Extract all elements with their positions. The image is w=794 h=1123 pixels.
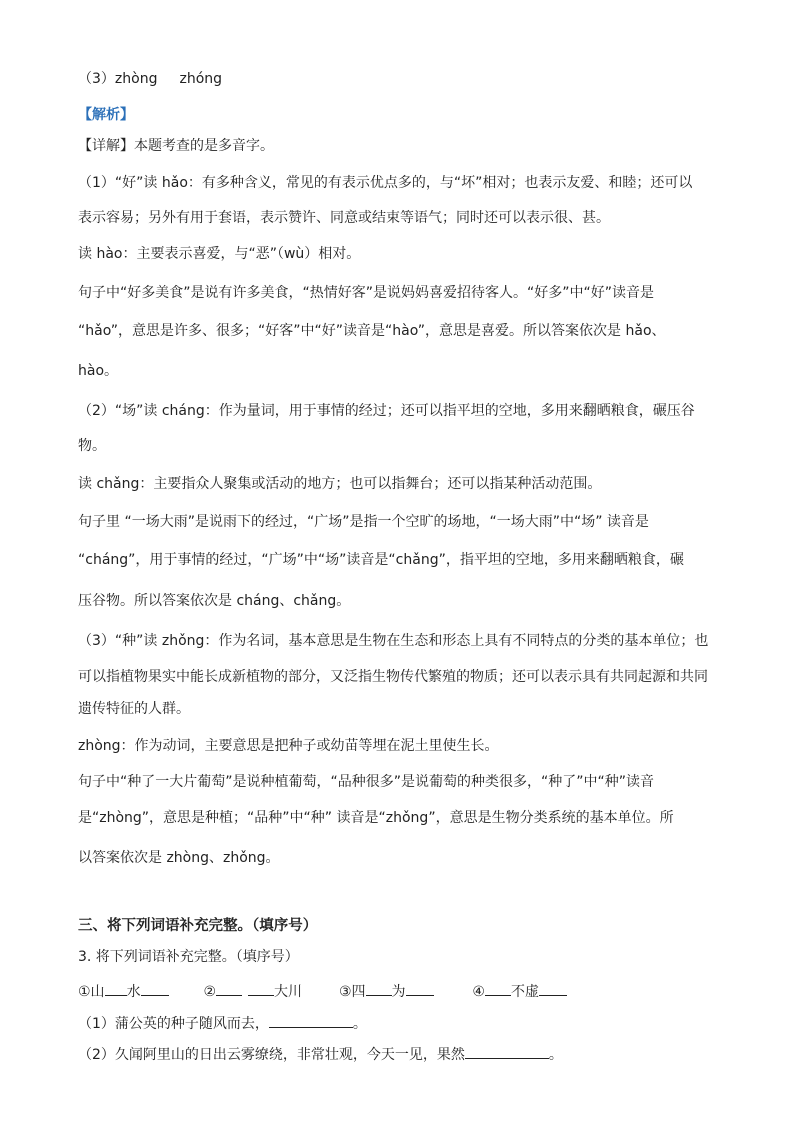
- part3-line-1: （3）“种”读 zhǒng：作为名词，基本意思是生物在生态和形态上具有不同特点的分类的基本单位；也: [78, 633, 709, 649]
- detail-intro: 【详解】本题考查的是多音字。: [78, 138, 274, 154]
- part3-line-4: zhòng：作为动词，主要意思是把种子或幼苗等埋在泥土里使生长。: [78, 738, 499, 754]
- fill-question-1-blank[interactable]: [269, 1013, 353, 1028]
- part2-line-2: 物。: [78, 438, 106, 454]
- answer-a: zhòng: [114, 71, 158, 87]
- option-2-prefix: ②: [203, 984, 217, 1000]
- part2-line-3: 读 chǎng：主要指众人聚集或活动的地方；也可以指舞台；还可以指某种活动范围。: [78, 476, 602, 492]
- option-1-middle: 水: [126, 984, 141, 1000]
- fill-question-2-end: 。: [548, 1047, 563, 1063]
- answer-number: （3）: [78, 71, 115, 87]
- fill-question-2-blank[interactable]: [465, 1044, 549, 1059]
- option-4-prefix: ④: [472, 984, 485, 1000]
- part1-line-3: 读 hào：主要表示喜爱，与“恶”（wù）相对。: [78, 246, 361, 262]
- fill-question-1: [78, 1013, 718, 1033]
- option-1-blank-1[interactable]: [105, 981, 127, 996]
- option-2-suffix: 大川: [274, 984, 303, 1000]
- section-heading: 三、将下列词语补充完整。（填序号）: [78, 918, 318, 934]
- option-4-blank-1[interactable]: [485, 981, 511, 996]
- part3-line-7: 以答案依次是 zhòng、zhǒng。: [78, 850, 280, 866]
- part2-line-6: 压谷物。所以答案依次是 cháng、chǎng。: [78, 593, 351, 609]
- option-4-middle: 不虚: [510, 984, 539, 1000]
- answer-b: zhóng: [179, 71, 223, 87]
- option-3-blank-1[interactable]: [366, 981, 392, 996]
- option-2-blank-1[interactable]: [216, 981, 242, 996]
- fill-question-2: [78, 1044, 718, 1064]
- part1-line-4: 句子中“好多美食”是说有许多美食，“热情好客”是说妈妈喜爱招待客人。“好多”中“好”读音是: [78, 285, 655, 301]
- part3-line-6: 是“zhòng”，意思是种植；“品种”中“种” 读音是“zhǒng”，意思是生物分类系统的基本单位。所: [78, 810, 674, 826]
- part3-line-2: 可以指植物果实中能长成新植物的部分，又泛指生物传代繁殖的物质；还可以表示具有共同起源和共同: [78, 669, 708, 685]
- part1-line-2: 表示容易；另外有用于套语，表示赞许、同意或结束等语气；同时还可以表示很、甚。: [78, 210, 610, 226]
- option-3-prefix: ③四: [338, 984, 366, 1000]
- option-3-blank-2[interactable]: [406, 981, 434, 996]
- part2-line-5: “cháng”，用于事情的经过，“广场”中“场”读音是“chǎng”，指平坦的空地，多用来翻晒粮食，碾: [78, 552, 684, 568]
- part1-line-1: （1）“好”读 hǎo：有多种含义，常见的有表示优点多的，与“坏”相对；也表示友爱、和睦；还可以: [78, 175, 693, 191]
- fill-question-1-text: （1）蒲公英的种子随风而去，: [78, 1016, 269, 1032]
- part3-line-3: 遗传特征的人群。: [78, 701, 190, 717]
- part1-line-6: hào。: [78, 363, 119, 379]
- analysis-tag: 【解析】: [78, 107, 134, 123]
- answer-line-3: [78, 70, 718, 88]
- part1-line-5: “hǎo”，意思是许多、很多；“好客”中“好”读音是“hào”，意思是喜爱。所以答案依次是 hǎo、: [78, 323, 666, 339]
- fill-question-2-text: （2）久闻阿里山的日出云雾缭绕，非常壮观，今天一见，果然: [78, 1047, 465, 1063]
- part2-line-1: （2）“场”读 cháng：作为量词，用于事情的经过；还可以指平坦的空地，多用来翻晒粮食，碾压谷: [78, 403, 695, 419]
- option-1-prefix: ①山: [78, 984, 105, 1000]
- part3-line-5: 句子中“种了一大片葡萄”是说种植葡萄，“品种很多”是说葡萄的种类很多，“种了”中“种”读音: [78, 774, 655, 790]
- option-3-middle: 为: [391, 984, 406, 1000]
- option-2-blank-2[interactable]: [248, 981, 274, 996]
- question-3: 3. 将下列词语补充完整。（填序号）: [78, 949, 299, 965]
- part2-line-4: 句子里 “一场大雨”是说雨下的经过，“广场”是指一个空旷的场地，“一场大雨”中“场” 读音是: [78, 514, 649, 530]
- word-options: [78, 981, 718, 1001]
- option-1-blank-2[interactable]: [141, 981, 169, 996]
- fill-question-1-end: 。: [352, 1016, 367, 1032]
- option-4-blank-2[interactable]: [539, 981, 567, 996]
